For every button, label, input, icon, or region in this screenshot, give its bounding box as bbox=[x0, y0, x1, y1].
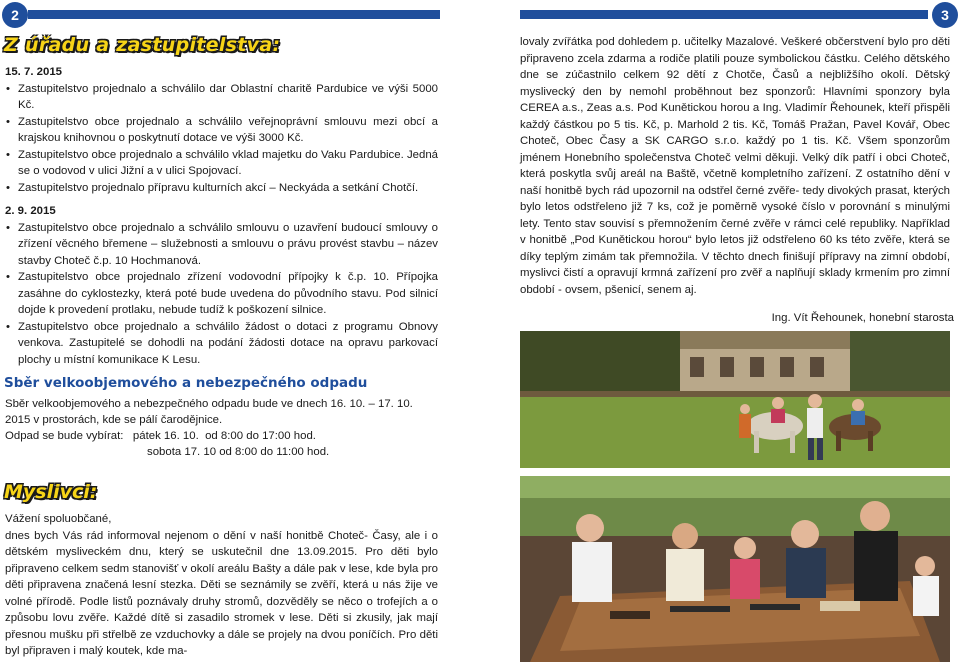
section-date: 15. 7. 2015 bbox=[5, 66, 63, 78]
odpad-line: sobota 17. 10 od 8:00 do 11:00 hod. bbox=[147, 446, 330, 458]
page-number: 2 bbox=[2, 2, 28, 28]
list-item: • Zastupitelstvo obce projednalo a schválilo vklad majetku do Vaku Pardubice. Jedná se o vodovod v ulici Jižní a v ulici Spojovací. bbox=[5, 147, 438, 180]
heading-myslivci: Myslivci: bbox=[4, 481, 98, 503]
page-number: 3 bbox=[932, 2, 958, 28]
top-bar bbox=[28, 10, 440, 19]
list-item: • Zastupitelstvo projednalo a schválilo dar Oblastní charitě Pardubice ve výši 5000 Kč. bbox=[5, 81, 438, 114]
pony-ride-image bbox=[520, 331, 950, 468]
odpad-line: Sběr velkoobjemového a nebezpečného odpadu bude ve dnech 16. 10. – 17. 10. bbox=[5, 398, 413, 410]
signature: Ing. Vít Řehounek, honební starosta bbox=[771, 312, 954, 324]
bullet-list bbox=[5, 220, 438, 369]
section-2-9 bbox=[5, 203, 438, 368]
children-table-image bbox=[520, 476, 950, 662]
greeting: Vážení spoluobčané, bbox=[5, 513, 112, 525]
heading-urad: Z úřadu a zastupitelstva: bbox=[4, 34, 281, 56]
myslivci-text bbox=[5, 511, 438, 660]
section-15-7 bbox=[5, 64, 438, 196]
right-page bbox=[512, 0, 960, 662]
bullet-list bbox=[5, 81, 438, 197]
photo-children-table bbox=[520, 476, 950, 662]
list-item: • Zastupitelstvo obce projednalo a schválilo žádost o dotaci z programu Obnovy venkova. Zastupitelé se dohodli na podání žádosti dotace na opravu parkovací plochy u místní komunikace K Lesu. bbox=[5, 319, 438, 369]
heading-odpad: Sběr velkoobjemového a nebezpečného odpadu bbox=[4, 375, 368, 391]
paragraph: dnes bych Vás rád informoval nejenom o dění v naší honitbě Choteč- Časy, ale i o dětském mysliveckém dnu, který se uskutečnil dne 13.09.2015. Pro děti bylo připraveno celkem sedm stanovišť v okolí areálu Bašty a dále pak v lese, kde byla pro děti připravena značená lesní stezka. Děti se seznámily se zvěří, která u nás žije ve volné přírodě. Podle listů poznávaly druhy stromů, dozvěděly se něco o trofejích a o způsobu lovu zvěře. Každé dítě si zasadilo stromek v lese. Děti si zkusily, jak mají přesnou mušku při střelbě ze vzduchovky a dále se projely na dvou poníčích. Pro děti byl připraven i malý koutek, kde ma- bbox=[5, 529, 438, 657]
photo-pony-ride bbox=[520, 331, 950, 468]
list-item: • Zastupitelstvo obce projednalo a schválilo veřejnoprávní smlouvu mezi obcí a krajskou knihovnou o poskytnutí dotace ve výši 3000 Kč. bbox=[5, 114, 438, 147]
odpad-line: Odpad se bude vybírat: pátek 16. 10. od 8:00 do 17:00 hod. bbox=[5, 430, 316, 442]
paragraph: lovaly zvířátka pod dohledem p. učitelky Mazalové. Veškeré občerstvení bylo pro děti připraveno zcela zdarma a rodiče platili pouze symbolickou částku. Celého dětského dne se zúčastnilo celkem 92 dětí z Chotče, Časů a nejbližšího okolí. Dětský myslivecký den by nemohl proběhnout bez sponzorů: Hlavními sponzory byla CEREA a.s., Zeas a.s. Pod Kunětickou horou a Ing. Vladimír Řehounek, kteří přispěli každý částkou po 5 tis. Kč, p. Marhold 2 tis. Kč, Tomáš Pražan, Pavel Kovář, Obec Choteč, Obec Časy a SK CARGO s.r.o. každý po 1 tis. Kč. Všem sponzorům jménem Honebního společenstva Choteč velmi děkuji. Velký dík patří i obci Choteč, která poskytla svůj areál na Baště, včetně kompletního zařízení. Z ostatního dění v naší honitbě bych rád upozornil na odstřel černé zvěře- tedy divokých prasat, kterých bylo letos odstřeleno již 7 ks, což je poměrně vysoké číslo v porovnání s minulými lety. Tento stav souvisí s přemnožením černé zvěře v rámci celé republiky. Například v honitbě „Pod Kunětickou horou“ bylo letos již odstřeleno 60 ks této zvěře, která se díky teplým zimám tak přemnožila. V těchto dnech finišují přípravy na zimní období, myslivci čistí a opravují krmná zařízení pro zvěř a naplňují sklady krmením pro zimní období - ovsem, pšenicí, senem aj. bbox=[520, 36, 950, 296]
section-date: 2. 9. 2015 bbox=[5, 205, 56, 217]
top-bar bbox=[520, 10, 928, 19]
list-item: • Zastupitelstvo projednalo přípravu kulturních akcí – Neckyáda a setkání Chotčí. bbox=[5, 180, 438, 197]
left-page bbox=[0, 0, 448, 662]
list-item: • Zastupitelstvo obce projednalo zřízení vodovodní přípojky k č.p. 10. Přípojka zasáhne do cyklostezky, která poté bude uvedena do původního stavu. Pod silnicí dojde k provedení protlaku, nebude tudíž k poškození silnice. bbox=[5, 269, 438, 319]
odpad-line: 2015 v prostorách, kde se pálí čarodějnice. bbox=[5, 414, 223, 426]
list-item: • Zastupitelstvo obce projednalo a schválilo smlouvu o uzavření budoucí smlouvy o zřízení věcného břemene – služebnosti a smlouvu o právu provést stavbu – název stavby Choteč č.p. 10 Hochmanová. bbox=[5, 220, 438, 270]
